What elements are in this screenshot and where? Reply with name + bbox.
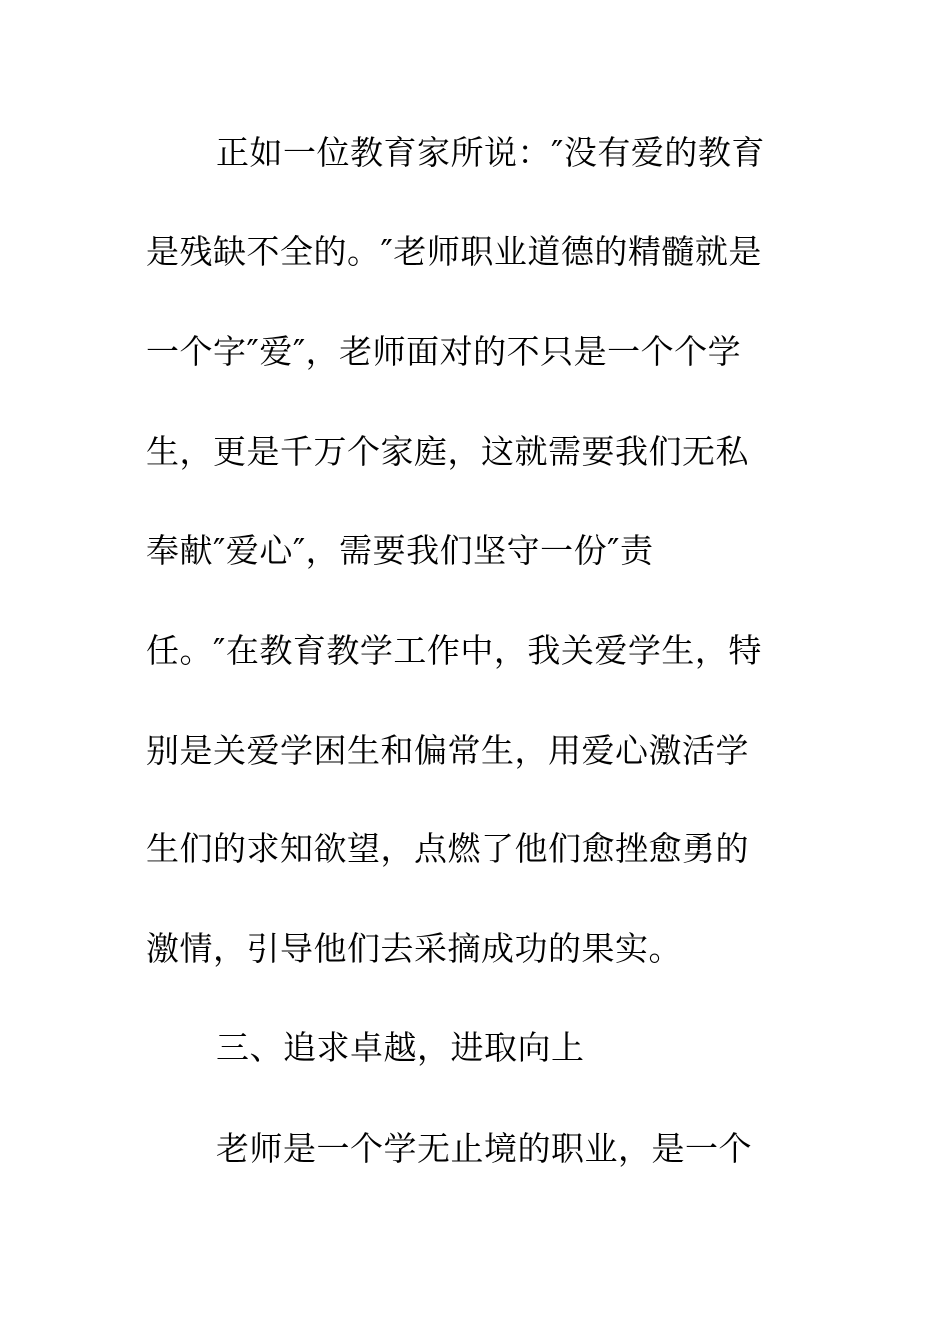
- paragraph-line: 生，更是千万个家庭，这就需要我们无私: [146, 432, 749, 471]
- paragraph-line: 老师是一个学无止境的职业，是一个: [216, 1129, 752, 1168]
- paragraph-line: 奉献″爱心″，需要我们坚守一份″责: [146, 531, 654, 570]
- section-heading: 三、追求卓越，进取向上: [216, 1028, 585, 1067]
- paragraph-line: 正如一位教育家所说：″没有爱的教育: [216, 133, 765, 172]
- paragraph-line: 是残缺不全的。″老师职业道德的精髓就是: [146, 232, 762, 271]
- paragraph-line: 任。″在教育教学工作中，我关爱学生，特: [146, 631, 762, 670]
- paragraph-line: 一个字″爱″，老师面对的不只是一个个学: [146, 332, 742, 371]
- paragraph-line: 生们的求知欲望，点燃了他们愈挫愈勇的: [146, 829, 749, 868]
- paragraph-line: 别是关爱学困生和偏常生，用爱心激活学: [146, 731, 749, 770]
- paragraph-line: 激情，引导他们去采摘成功的果实。: [146, 929, 682, 968]
